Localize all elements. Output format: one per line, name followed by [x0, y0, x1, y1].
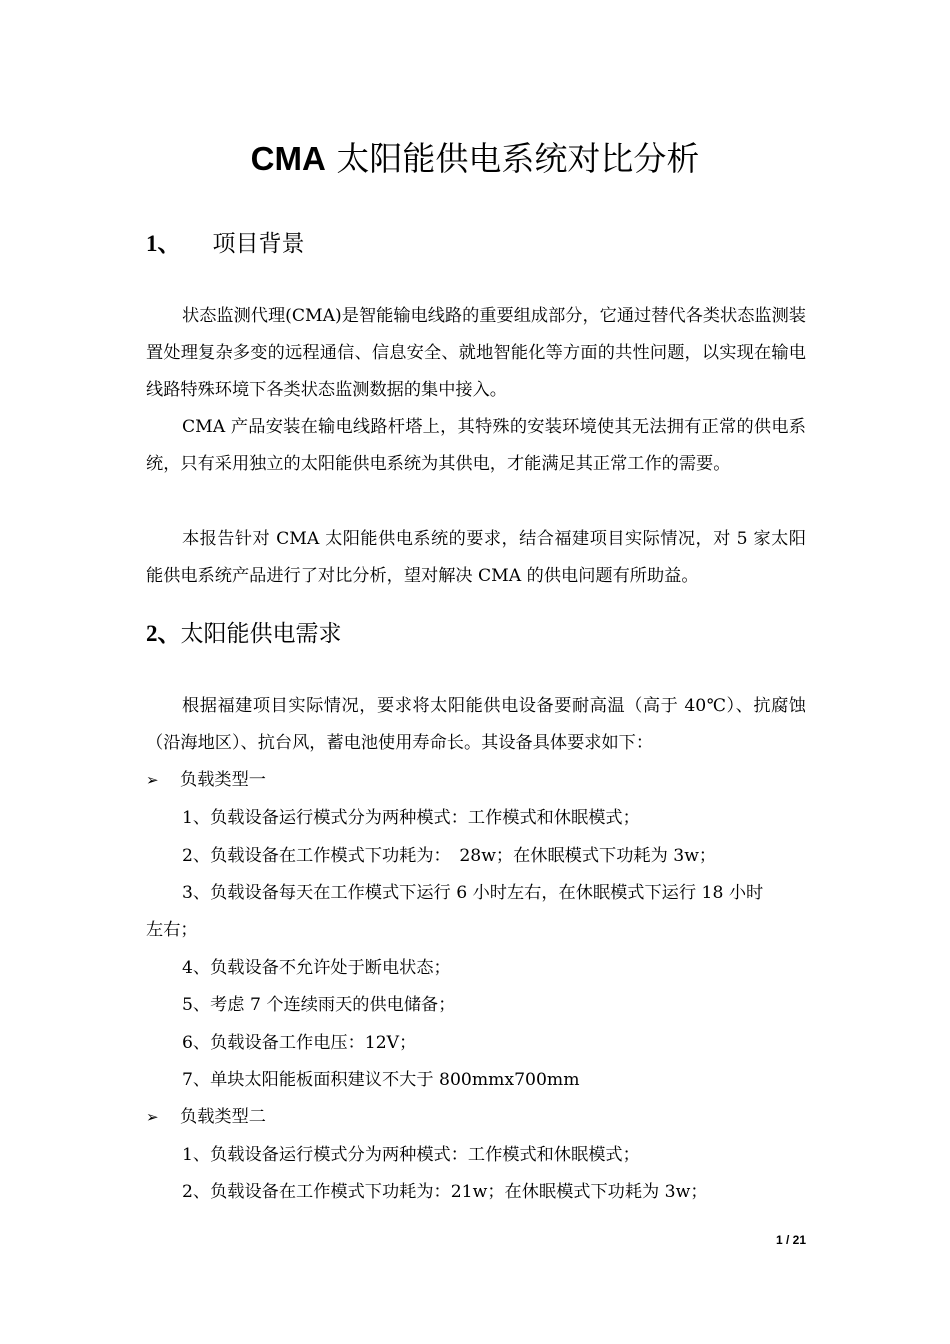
load-1-item-3: 3、负载设备每天在工作模式下运行 6 小时左右，在休眠模式下运行 18 小时	[182, 883, 764, 903]
title-latin: CMA	[250, 140, 326, 177]
section-1-paragraph-2: CMA 产品安装在输电线路杆塔上，其特殊的安装环境使其无法拥有正常的供电系统，只有采用独立的太阳能供电系统为其供电，才能满足其正常工作的需要。	[146, 417, 806, 474]
load-1-item-3-cont: 左右；	[146, 920, 198, 940]
load-2-item-1: 1、负载设备运行模式分为两种模式：工作模式和休眠模式；	[182, 1145, 640, 1165]
page-number: 1 / 21	[775, 1233, 806, 1247]
section-1-paragraph-1: 状态监测代理(CMA)是智能输电线路的重要组成部分，它通过替代各类状态监测装置处理复杂多变的远程通信、信息安全、就地智能化等方面的共性问题，以实现在输电线路特殊环境下各类状态监测数据的集中接入。	[146, 306, 806, 400]
bullet-arrow-icon: ➢	[146, 771, 159, 789]
section-1-heading	[146, 228, 305, 260]
load-1-item-2: 2、负载设备在工作模式下功耗为： 28w；在休眠模式下功耗为 3w；	[182, 846, 717, 866]
load-1-item-1: 1、负载设备运行模式分为两种模式：工作模式和休眠模式；	[182, 808, 640, 828]
load-1-item-4: 4、负载设备不允许处于断电状态；	[182, 958, 451, 978]
section-2-heading	[146, 618, 342, 650]
load-1-item-7: 7、单块太阳能板面积建议不大于 800mmx700mm	[182, 1070, 580, 1090]
load-type-1-heading	[146, 762, 266, 799]
section-1-number: 1、	[146, 231, 181, 256]
load-1-item-6: 6、负载设备工作电压：12V；	[182, 1033, 417, 1053]
title-cjk: 太阳能供电系统对比分析	[336, 139, 700, 178]
load-type-2-heading	[146, 1099, 266, 1136]
load-type-1-label: 负载类型一	[180, 770, 266, 790]
section-2-number: 2、	[146, 621, 181, 646]
load-2-item-2: 2、负载设备在工作模式下功耗为：21w；在休眠模式下功耗为 3w；	[182, 1182, 708, 1202]
section-2-title: 太阳能供电需求	[180, 621, 342, 647]
bullet-arrow-icon: ➢	[146, 1108, 159, 1126]
section-1-paragraph-3: 本报告针对 CMA 太阳能供电系统的要求，结合福建项目实际情况，对 5 家太阳能供电系统产品进行了对比分析，望对解决 CMA 的供电问题有所助益。	[146, 529, 806, 586]
document-title	[0, 137, 950, 181]
load-1-item-5: 5、考虑 7 个连续雨天的供电储备；	[182, 995, 456, 1015]
section-1-title: 项目背景	[212, 231, 305, 257]
section-2-intro: 根据福建项目实际情况，要求将太阳能供电设备要耐高温（高于 40℃）、抗腐蚀（沿海地区）、抗台风，蓄电池使用寿命长。其设备具体要求如下：	[146, 696, 806, 753]
load-type-2-label: 负载类型二	[180, 1107, 266, 1127]
